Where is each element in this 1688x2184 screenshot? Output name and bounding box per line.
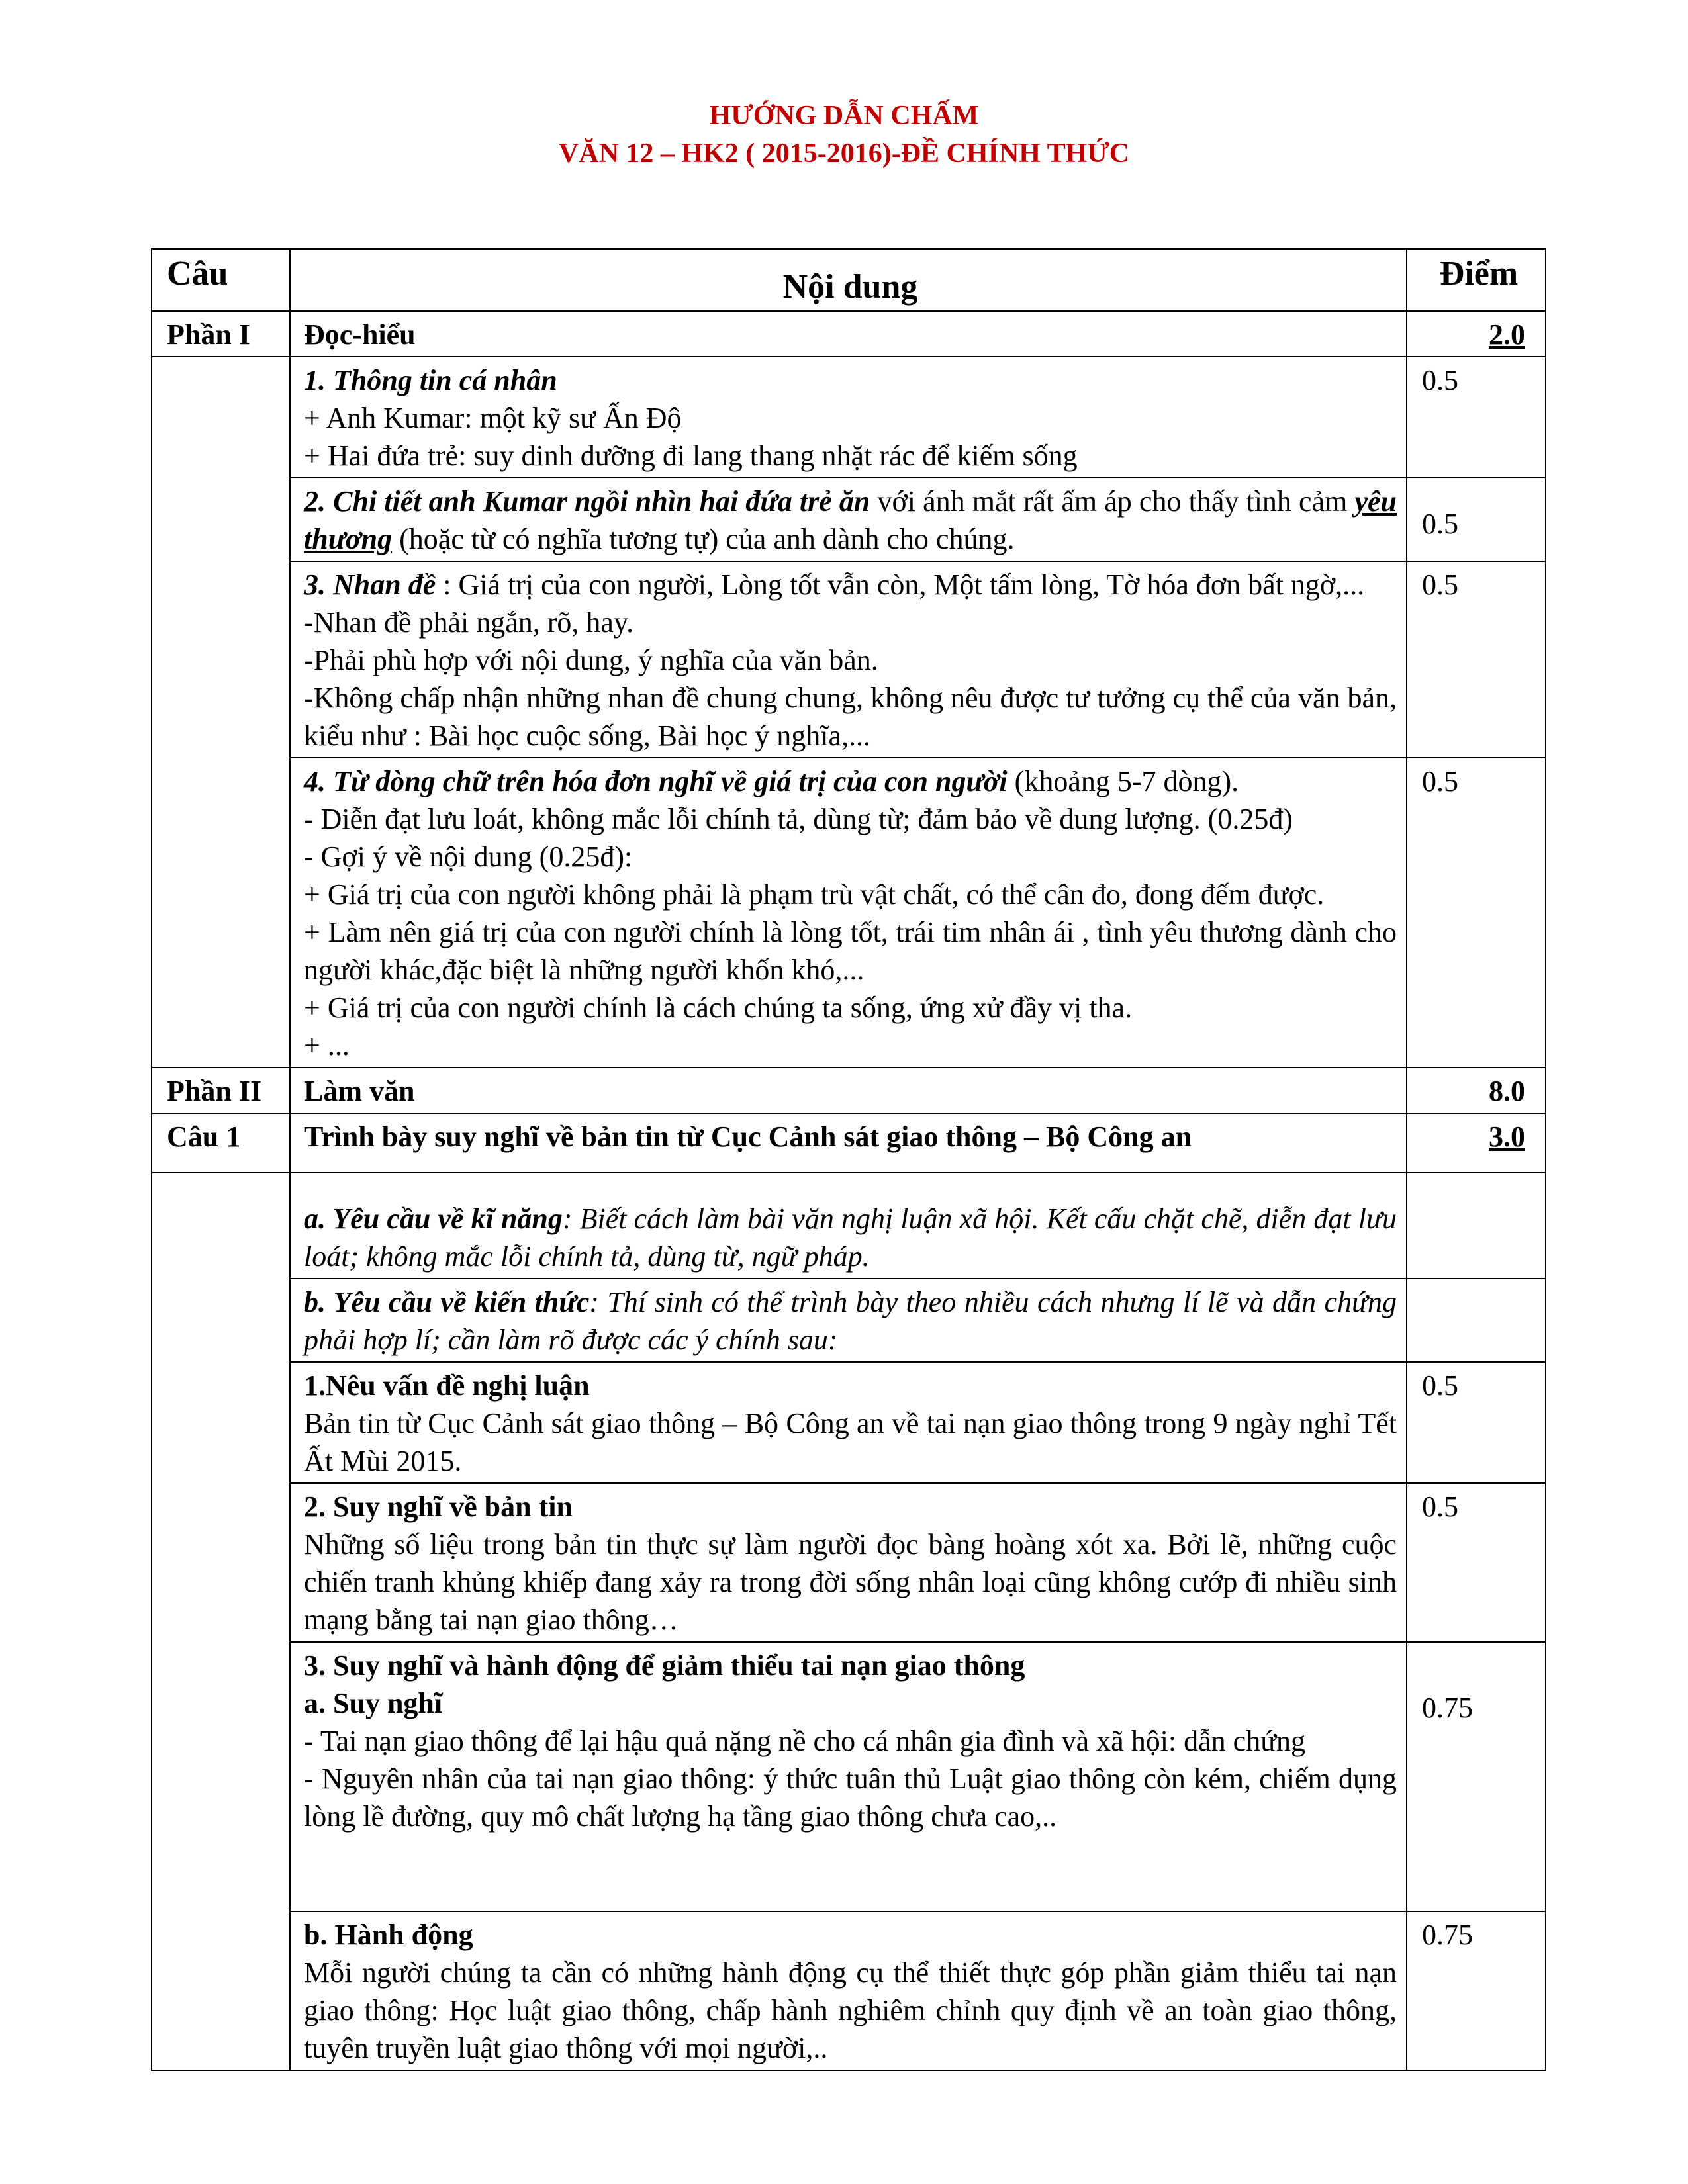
q1-score: 0.5 (1407, 357, 1546, 478)
q4-line1: - Diễn đạt lưu loát, không mắc lỗi chính tả, dùng từ; đảm bảo về dung lượng. (0.25đ) (304, 803, 1293, 835)
table-row (152, 1483, 1546, 1642)
s4-content (290, 1911, 1407, 2070)
s2-content (290, 1483, 1407, 1642)
part2-cau: Phần II (152, 1068, 290, 1113)
cau1-row (152, 1113, 1546, 1173)
q3-text: : Giá trị của con người, Lòng tốt vẫn còn, Một tấm lòng, Tờ hóa đơn bất ngờ,... (436, 569, 1365, 601)
s3-content (290, 1642, 1407, 1911)
q1-content (290, 357, 1407, 478)
a-req-bold: a. Yêu cầu về kĩ năng (304, 1203, 563, 1235)
table-row (152, 357, 1546, 478)
grading-table (151, 248, 1546, 2071)
table-row (152, 758, 1546, 1068)
a-req-content (290, 1173, 1407, 1279)
s2-heading: 2. Suy nghĩ về bản tin (304, 1490, 573, 1523)
q2-content (290, 478, 1407, 561)
s2-text: Những số liệu trong bản tin thực sự làm người đọc bàng hoàng xót xa. Bởi lẽ, những cuộc chiến tranh khủng khiếp đang xảy ra trong đời sống nhân loại cũng không cướp đi nhiều sinh mạng bằng tai nạn giao thông… (304, 1528, 1397, 1636)
q3-score: 0.5 (1407, 561, 1546, 758)
q4-score: 0.5 (1407, 758, 1546, 1068)
s4-text: Mỗi người chúng ta cần có những hành động cụ thể thiết thực góp phần giảm thiểu tai nạn giao thông: Học luật giao thông, chấp hành nghiêm chỉnh quy định về an toàn giao thông, tuyên truyền luật giao thông với mọi người,.. (304, 1956, 1397, 2064)
q3-line2: -Phải phù hợp với nội dung, ý nghĩa của văn bản. (304, 644, 878, 676)
part2-score: 8.0 (1407, 1068, 1546, 1113)
q2-text2: (hoặc từ có nghĩa tương tự) của anh dành cho chúng. (392, 523, 1015, 555)
table-row (152, 1279, 1546, 1362)
q2-text1: với ánh mắt rất ấm áp cho thấy tình cảm (870, 485, 1355, 518)
part1-cau: Phần I (152, 311, 290, 357)
q4-line3: + Giá trị của con người không phải là phạm trù vật chất, có thể cân đo, đong đếm được. (304, 878, 1325, 911)
q2-keyword: yêu thương (304, 485, 1397, 555)
s3-heading: 3. Suy nghĩ và hành động để giảm thiểu tai nạn giao thông (304, 1649, 1025, 1682)
s3-line2: - Nguyên nhân của tai nạn giao thông: ý thức tuân thủ Luật giao thông còn kém, chiếm dụng lòng lề đường, quy mô chất lượng hạ tầng giao thông chưa cao,.. (304, 1762, 1397, 1833)
b-req-bold: b. Yêu cầu về kiến thức (304, 1286, 590, 1318)
q4-line4: + Làm nên giá trị của con người chính là lòng tốt, trái tim nhân ái , tình yêu thương dành cho người khác,đặc biệt là những người khốn khó,... (304, 916, 1397, 986)
cau1-score: 3.0 (1489, 1120, 1525, 1153)
a-req-text: : Biết cách làm bài văn nghị luận xã hội. Kết cấu chặt chẽ, diễn đạt lưu loát; không mắc lỗi chính tả, dùng từ, ngữ pháp. (304, 1203, 1397, 1273)
s4-score: 0.75 (1407, 1911, 1546, 2070)
header-noidung: Nội dung (290, 249, 1407, 311)
cau1-cau: Câu 1 (152, 1113, 290, 1173)
header-diem: Điểm (1407, 249, 1546, 311)
q4-content (290, 758, 1407, 1068)
q2-bold: 2. Chi tiết anh Kumar ngồi nhìn hai đứa trẻ ăn (304, 485, 870, 518)
q1-line1: + Anh Kumar: một kỹ sư Ấn Độ (304, 402, 682, 434)
q1-line2: + Hai đứa trẻ: suy dinh dưỡng đi lang thang nhặt rác để kiếm sống (304, 439, 1078, 472)
q3-line1: -Nhan đề phải ngắn, rõ, hay. (304, 606, 634, 639)
s3-score: 0.75 (1407, 1642, 1546, 1911)
s4-heading: b. Hành động (304, 1919, 473, 1951)
doc-title: HƯỚNG DẪN CHẤM (709, 101, 979, 131)
header-cau: Câu (152, 249, 290, 311)
b-req-text: : Thí sinh có thể trình bày theo nhiều cách nhưng lí lẽ và dẫn chứng phải hợp lí; cần làm rõ được các ý chính sau: (304, 1286, 1397, 1356)
table-row (152, 1362, 1546, 1483)
table-row (152, 1911, 1546, 2070)
q4-line2: - Gợi ý về nội dung (0.25đ): (304, 841, 633, 873)
q3-content (290, 561, 1407, 758)
cau1-label: Trình bày suy nghĩ về bản tin từ Cục Cảnh sát giao thông – Bộ Công an (290, 1113, 1407, 1173)
table-row (152, 1642, 1546, 1911)
s1-text: Bản tin từ Cục Cảnh sát giao thông – Bộ Công an về tai nạn giao thông trong 9 ngày nghỉ Tết Ất Mùi 2015. (304, 1407, 1397, 1477)
q3-bold: 3. Nhan đề (304, 569, 436, 601)
q2-score: 0.5 (1407, 478, 1546, 561)
table-row (152, 561, 1546, 758)
s1-heading: 1.Nêu vấn đề nghị luận (304, 1369, 590, 1402)
s1-score: 0.5 (1407, 1362, 1546, 1483)
q3-line3: -Không chấp nhận những nhan đề chung chung, không nêu được tư tưởng cụ thể của văn bản, kiểu như : Bài học cuộc sống, Bài học ý nghĩa,... (304, 682, 1397, 752)
q4-text: (khoảng 5-7 dòng). (1007, 765, 1239, 797)
s1-content (290, 1362, 1407, 1483)
doc-subtitle: VĂN 12 – HK2 ( 2015-2016)-ĐỀ CHÍNH THỨC (558, 138, 1130, 169)
table-row (152, 1173, 1546, 1279)
q1-heading: 1. Thông tin cá nhân (304, 364, 557, 396)
table-row (152, 478, 1546, 561)
q4-line6: + ... (304, 1029, 350, 1062)
s3-line1: - Tai nạn giao thông để lại hậu quả nặng nề cho cá nhân gia đình và xã hội: dẫn chứng (304, 1725, 1306, 1757)
s3-sub: a. Suy nghĩ (304, 1687, 443, 1719)
b-req-content (290, 1279, 1407, 1362)
q4-bold: 4. Từ dòng chữ trên hóa đơn nghĩ về giá trị của con người (304, 765, 1008, 797)
s2-score: 0.5 (1407, 1483, 1546, 1642)
q4-line5: + Giá trị của con người chính là cách chúng ta sống, ứng xử đầy vị tha. (304, 991, 1133, 1024)
part1-label: Đọc-hiểu (290, 311, 1407, 357)
part2-row (152, 1068, 1546, 1113)
table-header-row (152, 249, 1546, 311)
part1-row (152, 311, 1546, 357)
part2-label: Làm văn (290, 1068, 1407, 1113)
part1-score: 2.0 (1489, 318, 1525, 351)
